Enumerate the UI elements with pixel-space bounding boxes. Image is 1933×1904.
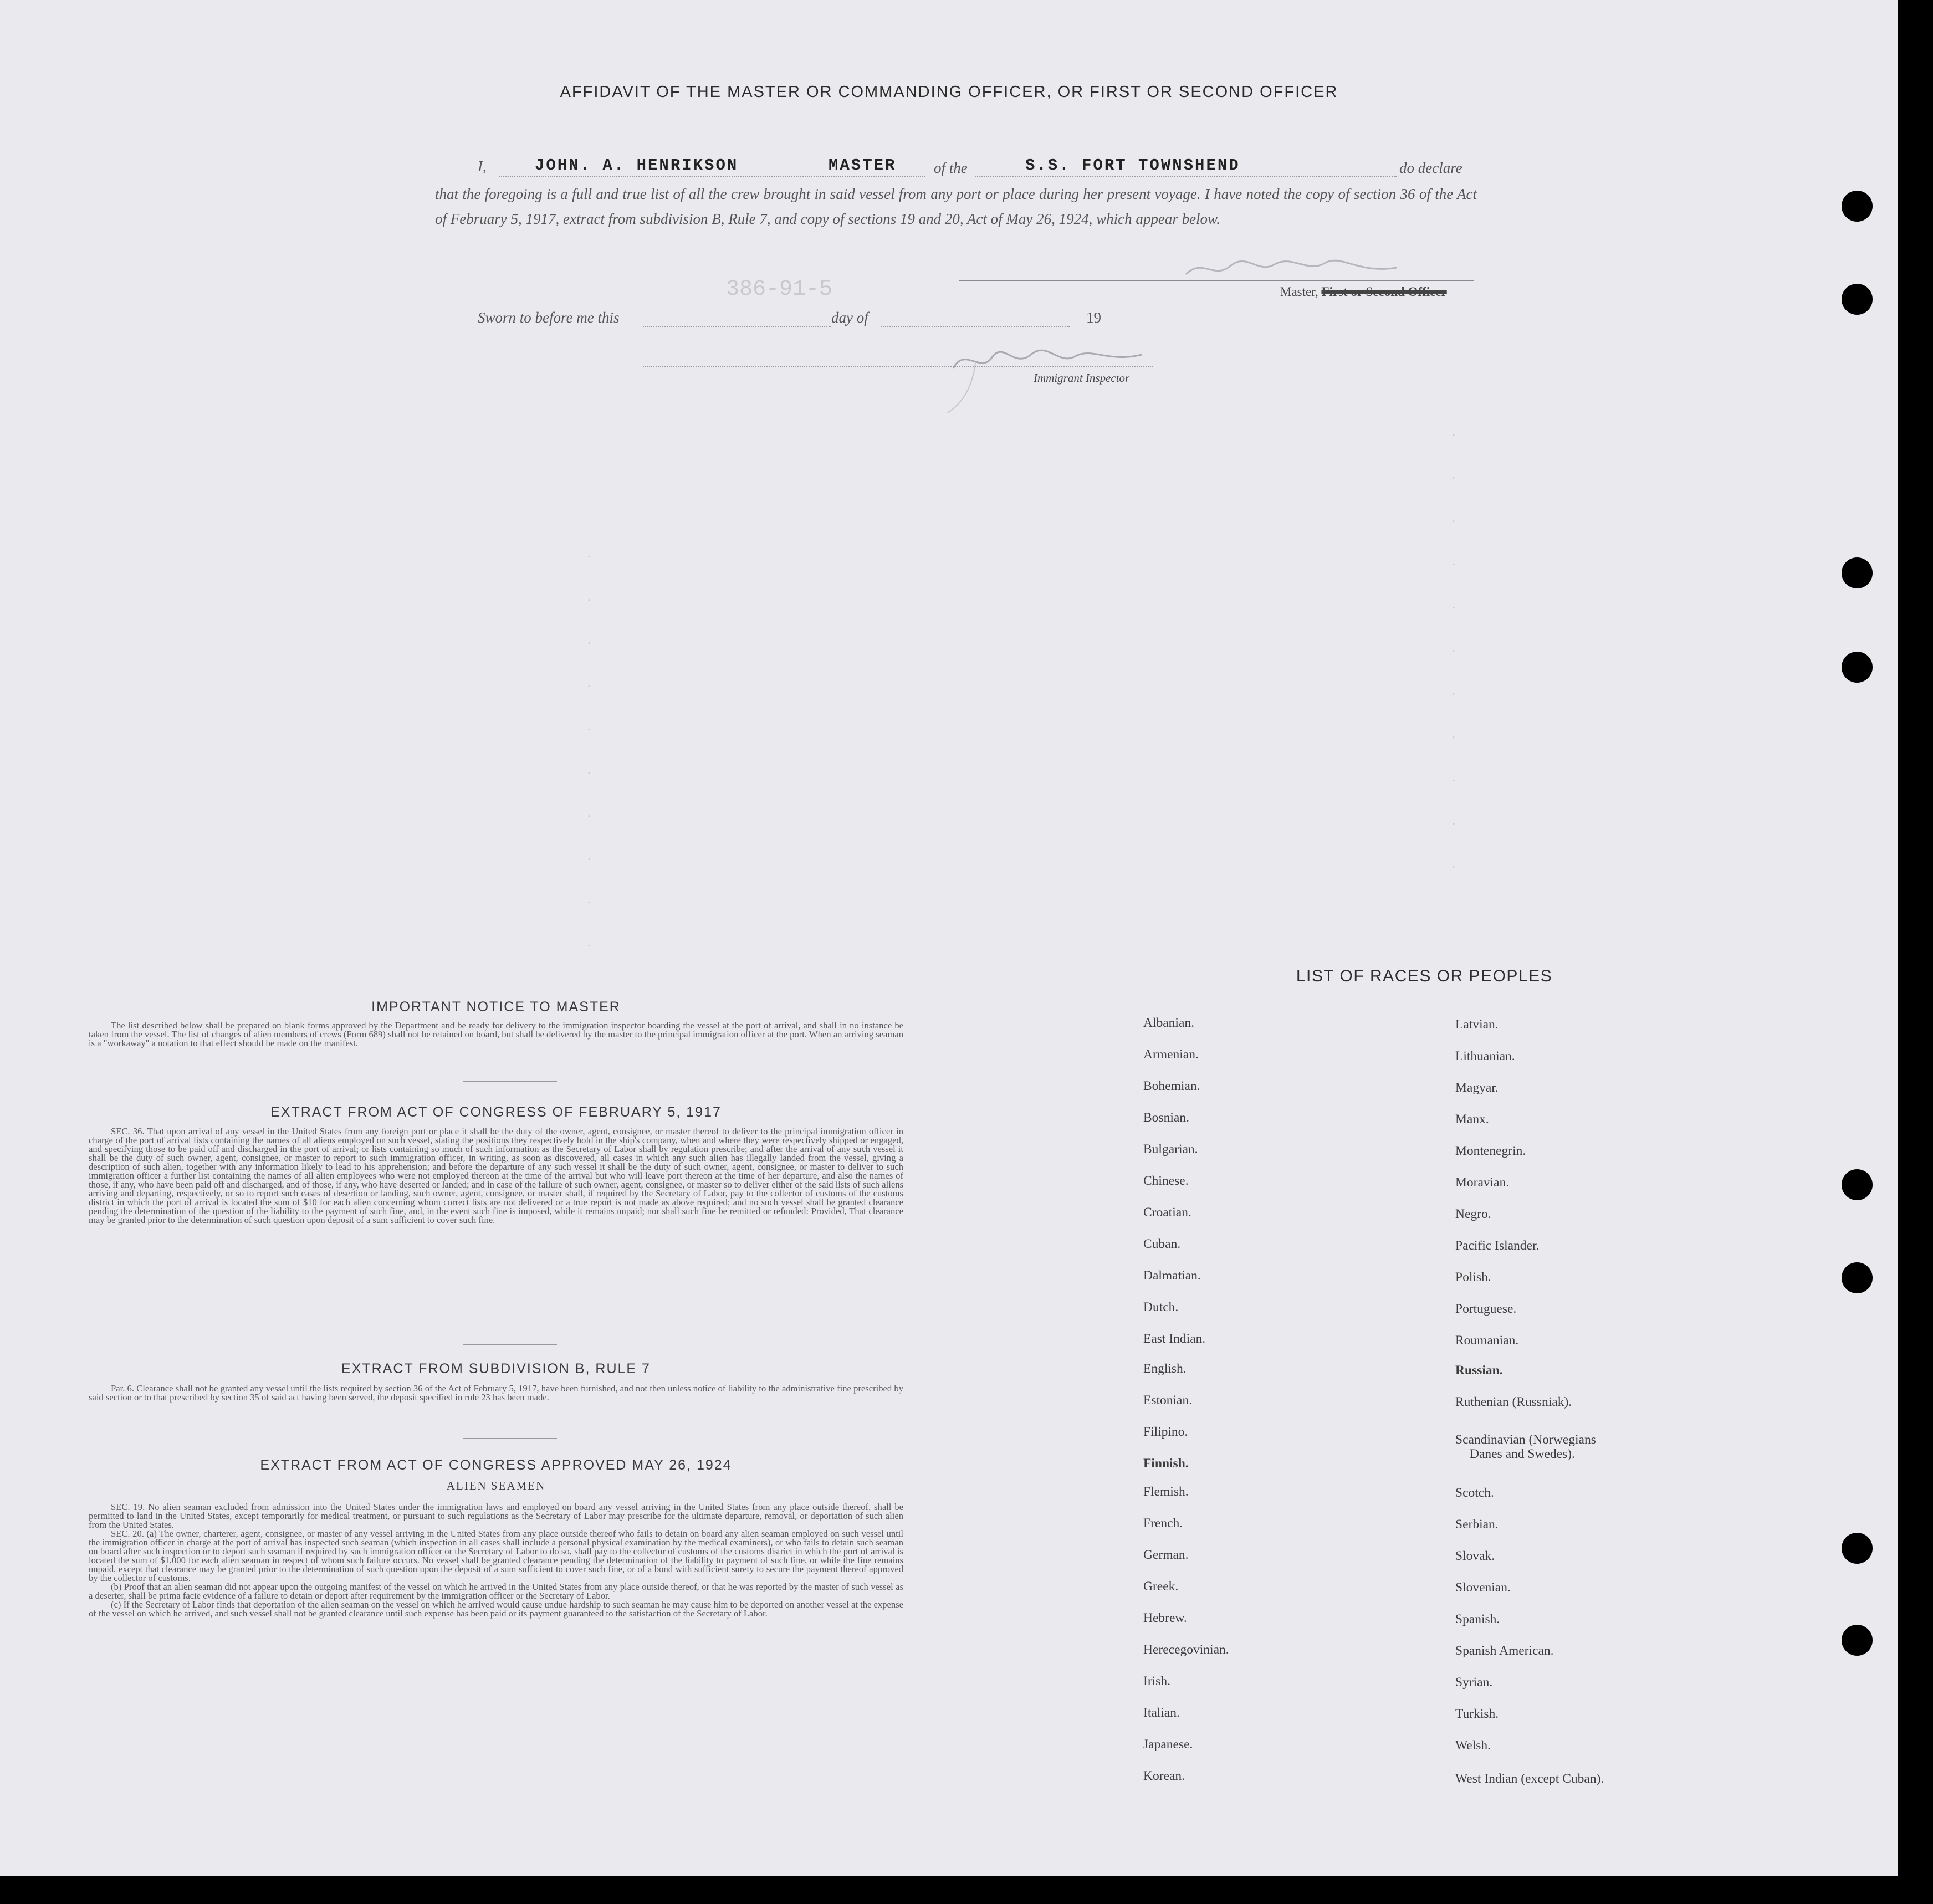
race-item: Albanian. <box>1143 1016 1195 1030</box>
race-item: Herecegovinian. <box>1143 1642 1229 1657</box>
race-item: Serbian. <box>1455 1517 1499 1532</box>
rule7-title: EXTRACT FROM SUBDIVISION B, RULE 7 <box>341 1361 651 1376</box>
race-item: Manx. <box>1455 1112 1489 1127</box>
do-declare-label: do declare <box>1399 160 1462 176</box>
race-item: Chinese. <box>1143 1174 1189 1188</box>
race-item: Dutch. <box>1143 1300 1179 1314</box>
extract-1924-subtitle: ALIEN SEAMEN <box>446 1479 546 1492</box>
race-item: Bulgarian. <box>1143 1142 1198 1156</box>
races-title: LIST OF RACES OR PEOPLES <box>1296 967 1553 985</box>
caption-master: Master, <box>1280 285 1318 299</box>
race-item: English. <box>1143 1362 1187 1376</box>
sec20b-paragraph: (b) Proof that an alien seaman did not appear upon the outgoing manifest of the vessel on which he arrived in the United States from any place outside thereof, or that he was reported by the master of such vessel as a deserter, shall be prima facie evidence of a failure to detain or deport after requirement by the immigration officer or the Secretary of Labor. <box>89 1581 903 1601</box>
rule7-body <box>89 1384 903 1417</box>
race-item: Finnish. <box>1143 1456 1189 1471</box>
extract-1924-body <box>89 1503 903 1724</box>
of-the-label: of the <box>934 160 968 176</box>
race-item: Bosnian. <box>1143 1110 1189 1125</box>
inspector-caption: Immigrant Inspector <box>1034 371 1130 385</box>
sec19-paragraph: SEC. 19. No alien seaman excluded from admission into the United States under the immigration laws and employed on board any vessel arriving in the United States from any place outside thereof, shall be permitted to land in the United States, except temporarily for medical treatment, or pursuant to such regulations as the Secretary of Labor may prescribe for the ultimate departure, removal, or deportation of such alien from the United States. <box>89 1502 903 1530</box>
extract-1924-title: EXTRACT FROM ACT OF CONGRESS APPROVED MAY 26, 1924 <box>260 1457 732 1473</box>
year-prefix: 19 <box>1086 309 1101 326</box>
race-item: Irish. <box>1143 1674 1170 1688</box>
race-item: Flemish. <box>1143 1485 1189 1499</box>
punch-hole-1 <box>1842 191 1873 222</box>
race-item: Scandinavian (Norwegians <box>1455 1432 1596 1447</box>
race-item: Polish. <box>1455 1270 1491 1284</box>
bleed-through-mark: 386-91-5 <box>726 277 833 302</box>
race-item: West Indian (except Cuban). <box>1455 1772 1604 1786</box>
inspector-signature-line <box>643 366 1153 367</box>
sec20c-paragraph: (c) If the Secretary of Labor finds that deportation of the alien seaman on the vessel on which he arrived would cause undue hardship to such seaman he may cause him to be deported on another vessel at the expense of the vessel on which he arrived, and such vessel shall not be granted clearance until such expense has been paid or its payment guaranteed to the satisfaction of the Secretary of Labor. <box>89 1599 903 1619</box>
sworn-day-line <box>643 326 831 327</box>
extract-1917-body <box>89 1127 903 1332</box>
declaration-text: that the foregoing is a full and true list of all the crew brought in said vessel from any port or place during her present voyage. I have noted the copy of section 36 of the Act of February 5, 1917, extract from subdivision B, Rule 7, and copy of sections 19 and 20, Act of May 26, 1924, which appear below. <box>435 186 1477 227</box>
race-item: Latvian. <box>1455 1017 1499 1032</box>
race-item: Syrian. <box>1455 1675 1493 1690</box>
race-item: Spanish. <box>1455 1612 1500 1626</box>
punch-hole-5 <box>1842 1169 1873 1200</box>
race-item: Armenian. <box>1143 1047 1199 1062</box>
bleed-through-dots: . . . . . . . . . . <box>587 546 591 950</box>
race-item: Cuban. <box>1143 1237 1181 1251</box>
race-item: Hebrew. <box>1143 1611 1187 1625</box>
punch-hole-2 <box>1842 284 1873 315</box>
race-item: Italian. <box>1143 1706 1180 1720</box>
race-item: East Indian. <box>1143 1332 1206 1346</box>
sec20a-paragraph: SEC. 20. (a) The owner, charterer, agent, consignee, or master of any vessel arriving in the United States from any place outside thereof who fails to detain on board any alien seaman employed on such vessel until the immigration officer in charge at the port of arrival has inspected such seaman (which inspection in all cases shall include a personal physical examination by the medical examiners), or who fails to detain such seaman on board after such inspection or to deport such seaman if required by such immigration officer or the Secretary of Labor to do so, shall pay to the collector of customs of the customs district in which the port of arrival is located the sum of $1,000 for each alien seaman in respect of whom such failure occurs. No vessel shall be granted clearance pending the determination of the liability to payment of such fine, or while the fine remains unpaid, except that clearance may be granted prior to the determination of such question upon the deposit of a sum sufficient to cover such fine, or of a bond with sufficient surety to secure the payment thereof approved by the collector of customs. <box>89 1528 903 1583</box>
punch-hole-3 <box>1842 557 1873 588</box>
race-item: Dalmatian. <box>1143 1268 1201 1283</box>
master-name: JOHN. A. HENRIKSON <box>535 156 739 175</box>
notice-master-paragraph: The list described below shall be prepared on blank forms approved by the Department and be ready for delivery to the immigration inspector boarding the vessel at the port of arrival, and shall in no instance be taken from the vessel. The list of changes of alien members of crews (Form 689) shall not be retained on board, but shall be delivered by the master to the principal immigration officer at the port. When an arriving seaman is a "workaway" a notation to that effect should be made on the manifest. <box>89 1020 903 1048</box>
race-item: Roumanian. <box>1455 1333 1519 1348</box>
race-item: Japanese. <box>1143 1737 1193 1752</box>
race-item: Lithuanian. <box>1455 1049 1515 1063</box>
race-item: Danes and Swedes). <box>1470 1447 1575 1461</box>
race-item: Russian. <box>1455 1363 1503 1378</box>
punch-hole-8 <box>1842 1625 1873 1656</box>
bleed-through-dots: . . . . . . . . . . . <box>1452 424 1455 871</box>
race-item: Greek. <box>1143 1579 1179 1594</box>
race-item: Magyar. <box>1455 1081 1499 1095</box>
race-item: Slovak. <box>1455 1549 1495 1563</box>
rule7-paragraph: Par. 6. Clearance shall not be granted any vessel until the lists required by section 36 of the Act of February 5, 1917, have been furnished, and not then unless notice of liability to the administrative fine prescribed by said section or to that prescribed by section 35 of said act having been served, the deposit specified in rule 23 has been made. <box>89 1383 903 1403</box>
race-item: Filipino. <box>1143 1425 1188 1439</box>
name-dotted-line <box>499 176 925 177</box>
punch-hole-6 <box>1842 1262 1873 1293</box>
race-item: German. <box>1143 1548 1189 1562</box>
race-item: Croatian. <box>1143 1205 1191 1220</box>
master-signature-line <box>959 280 1474 281</box>
vessel-name: S.S. FORT TOWNSHEND <box>1025 156 1240 175</box>
notice-master-title: IMPORTANT NOTICE TO MASTER <box>371 999 621 1015</box>
race-item: Korean. <box>1143 1769 1185 1783</box>
race-item: French. <box>1143 1516 1183 1531</box>
sworn-month-line <box>881 326 1070 327</box>
affidavit-title: AFFIDAVIT OF THE MASTER OR COMMANDING OFFICER, OR FIRST OR SECOND OFFICER <box>560 83 1338 101</box>
extract-1917-title: EXTRACT FROM ACT OF CONGRESS OF FEBRUARY 5, 1917 <box>270 1104 722 1120</box>
master-rank: MASTER <box>829 156 897 175</box>
divider <box>463 1438 557 1439</box>
race-item: Pacific Islander. <box>1455 1238 1540 1253</box>
divider <box>463 1344 557 1345</box>
race-item: Moravian. <box>1455 1175 1510 1190</box>
race-item: Spanish American. <box>1455 1644 1554 1658</box>
race-item: Ruthenian (Russniak). <box>1455 1395 1572 1409</box>
caption-struck: First or Second Officer <box>1321 285 1447 299</box>
affidavit-i-label: I, <box>478 158 487 175</box>
race-item: Slovenian. <box>1455 1580 1511 1595</box>
signature-caption <box>1280 285 1447 299</box>
race-item: Bohemian. <box>1143 1079 1200 1093</box>
race-item: Negro. <box>1455 1207 1491 1221</box>
race-item: Portuguese. <box>1455 1302 1517 1316</box>
punch-hole-7 <box>1842 1533 1873 1564</box>
sworn-label: Sworn to before me this <box>478 309 620 326</box>
race-item: Estonian. <box>1143 1393 1193 1407</box>
race-item: Scotch. <box>1455 1486 1494 1500</box>
notice-master-body <box>89 1021 903 1066</box>
race-item: Welsh. <box>1455 1738 1491 1753</box>
extract-1917-paragraph: SEC. 36. That upon arrival of any vessel in the United States from any foreign port or place it shall be the duty of the owner, agent, consignee, or master thereof to deliver to the principal immigration officer in charge of the port of arrival lists containing the names of all aliens employed on such vessel, stating the positions they respectively hold in the ship's company, when and where they were respectively shipped or engaged, and specifying those to be paid off and discharged in the port of arrival; or lists containing so much of such information as the Secretary of Labor shall by regulation prescribe; and after the arrival of any such vessel it shall be the duty of such owner, agent, consignee, or master to report to such immigration officer, in writing, as soon as discovered, all cases in which any such alien has illegally landed from the vessel, giving a description of such alien, together with any information likely to lead to his apprehension; and before the departure of any such vessel it shall be the duty of such owner, agent, consignee, or master to deliver to such immigration officer a further list containing the names of all alien employees who were not employed thereon at the time of the arrival but who will leave port thereon at the time of her departure, and also the names of those, if any, who have been paid off and discharged, and of those, if any, who have deserted or landed; and in case of the failure of such owner, agent, consignee, or master so to deliver either of the said lists of such aliens arriving and departing, respectively, or so to report such cases of desertion or landing, such owner, agent, consignee, or master shall, if required by the Secretary of Labor, pay to the collector of customs of the customs district in which the port of arrival is located the sum of $10 for each alien concerning whom correct lists are not delivered or a true report is not made as above required; and no such vessel shall be granted clearance pending the determination of the question of the liability to the payment of such fine, and, in the event such fine is imposed, while it remains unpaid; nor shall such fine be remitted or refunded: Provided, That clearance may be granted prior to the determination of such question upon deposit of a sum sufficient to cover such fine. <box>89 1126 903 1225</box>
punch-hole-4 <box>1842 652 1873 683</box>
vessel-dotted-line <box>975 176 1397 177</box>
race-item: Turkish. <box>1455 1707 1499 1721</box>
race-item: Montenegrin. <box>1455 1144 1526 1158</box>
divider <box>463 1081 557 1082</box>
day-of-label: day of <box>831 309 868 326</box>
